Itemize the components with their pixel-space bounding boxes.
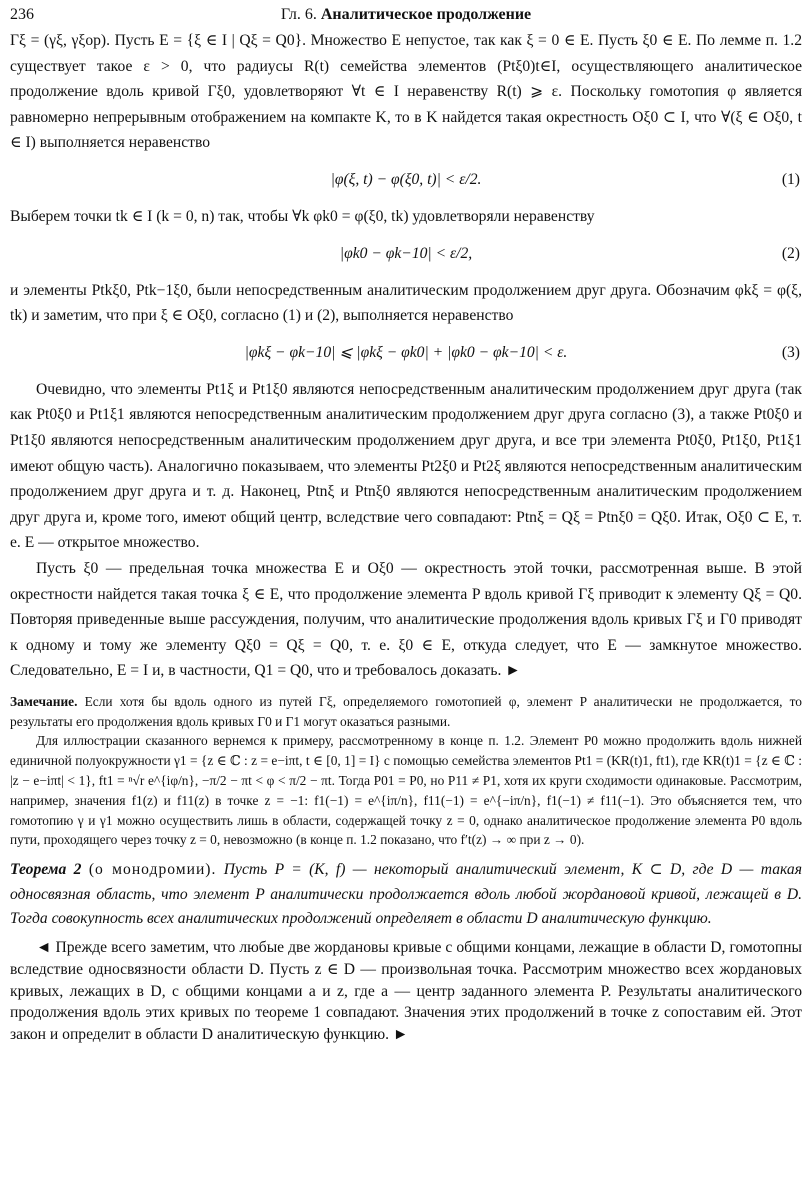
proof-paragraph: ◄ Прежде всего заметим, что любые две жордановы кривые с общими концами, лежащие в области D, гомотопны вследствие односвязности области D. Пусть z ∈ D — произвольная точка. Рассмотрим множество всех жордановых кривых, лежащих в D, с общими концами a и z, где a — центр заданного элемента P. Результаты аналитического продолжения вдоль этих кривых по теореме 1 совпадают. Значения этих продолжений в точке z сопоставим ей. Этот закон и определит в области D аналитическую функцию. ► <box>10 939 802 1043</box>
theorem-text: Пусть P = (K, f) — некоторый аналитический элемент, K ⊂ D, где D — такая односвязная область, что элемент P аналитически продолжается вдоль любой жордановой кривой, лежащей в D. Тогда совокупность всех аналитических продолжений определяет в области D аналитическую функцию. <box>10 861 802 928</box>
remark-block <box>10 692 802 850</box>
proof-continuation <box>10 28 802 684</box>
paragraph-1: Γξ = (γξ, γξop). Пусть E = {ξ ∈ I | Qξ = Q0}. Множество E непустое, так как ξ = 0 ∈ E. Пусть ξ0 ∈ E. По лемме п. 1.2 существует такое ε > 0, что радиусы R(t) семейства элементов (Ptξ0)t∈I, осуществляющего аналитическое продолжение вдоль кривой Γξ0, удовлетворяют ∀t ∈ I неравенству R(t) ⩾ ε. Поскольку гомотопия φ является равномерно непрерывным отображением на компакте K, то в K найдется такая окрестность Oξ0 ⊂ I, что ∀(ξ ∈ Oξ0, t ∈ I) выполняется неравенство <box>10 32 802 152</box>
paragraph-3: и элементы Ptkξ0, Ptk−1ξ0, были непосредственным аналитическим продолжением друг друга. Обозначим φkξ = φ(ξ, tk) и заметим, что при ξ ∈ Oξ0, согласно (1) и (2), выполняется неравенство <box>10 281 802 325</box>
equation-1-number: (1) <box>781 170 800 188</box>
equation-3-body: |φkξ − φk−10| ⩽ |φkξ − φk0| + |φk0 − φk−10| < ε. <box>244 343 568 361</box>
proof-block <box>10 937 802 1045</box>
remark-paragraph-2: Для иллюстрации сказанного вернемся к примеру, рассмотренному в конце п. 1.2. Элемент P0 можно продолжить вдоль нижней единичной полуокружности γ1 = {z ∈ ℂ : z = e−iπt, t ∈ [0, 1] = I} с помощью семейства элементов Pt1 = (KR(t)1, ft1), где KR(t)1 = {z ∈ ℂ : |z − e−iπt| < 1}, ft1 = ⁿ√r e^{iφ/n}, −π/2 − πt < φ < π/2 − πt. Тогда P01 = P0, но P11 ≠ P1, хотя их круги сходимости одинаковые. Рассмотрим, например, значения f1(z) и f11(z) в точке z = −1: f1(−1) = e^{iπ/n}, f11(−1) = e^{−iπ/n}, f1(−1) ≠ f11(−1). Это объясняется тем, что гомотопию γ и γ1 можно осуществить лишь в области, содержащей точку z = 0, однако аналитическое продолжение элемента P0 вдоль пути, проходящего через точку z = 0, невозможно (в конце п. 1.2 показано, что f′t(z) → ∞ при z → 0). <box>10 733 802 848</box>
equation-3-number: (3) <box>781 343 800 361</box>
theorem-label: Теорема 2 <box>10 861 82 879</box>
theorem-name: (о монодромии). <box>88 861 217 879</box>
page <box>10 0 802 1045</box>
equation-2 <box>10 230 802 278</box>
running-title <box>10 6 802 24</box>
remark-paragraph-1 <box>10 692 802 732</box>
theorem-paragraph <box>10 858 802 931</box>
equation-1 <box>10 156 802 204</box>
page-number: 236 <box>10 6 34 23</box>
equation-1-body: |φ(ξ, t) − φ(ξ0, t)| < ε/2. <box>330 170 482 188</box>
paragraph-2: Выберем точки tk ∈ I (k = 0, n) так, чтобы ∀k φk0 = φ(ξ0, tk) удовлетворяли неравенству <box>10 207 595 225</box>
theorem-2 <box>10 858 802 931</box>
paragraph-5: Пусть ξ0 — предельная точка множества E и Oξ0 — окрестность этой точки, рассмотренная выше. В этой окрестности найдется такая точка ξ ∈ E, что продолжение элемента P вдоль кривой Γξ приводит к элементу Qξ = Q0. Повторяя приведенные выше рассуждения, получим, что аналитические продолжения вдоль кривых Γξ и Γ0 приводят к одному и тому же элементу Qξ0 = Qξ = Q0, т. е. ξ0 ∈ E, откуда следует, что E — замкнутое множество. Следовательно, E = I и, в частности, Q1 = Q0, что и требовалось доказать. ► <box>10 559 802 680</box>
remark-text-1: Если хотя бы вдоль одного из путей Γξ, определяемого гомотопией φ, элемент P аналитически не продолжается, то результаты его продолжения вдоль кривых Γ0 и Γ1 могут оказаться разными. <box>10 693 802 729</box>
equation-3 <box>10 329 802 377</box>
remark-label: Замечание. <box>10 693 78 709</box>
paragraph-4: Очевидно, что элементы Pt1ξ и Pt1ξ0 являются непосредственным аналитическим продолжением друг друга (так как Pt0ξ0 и Pt1ξ1 являются непосредственным аналитическим продолжением друг друга согласно (3), а также Pt0ξ0 и Pt1ξ0 являются непосредственным аналитическим продолжением друг друга, и все три элемента Pt0ξ0, Pt1ξ0, Pt1ξ1 имеют общую часть). Аналогично показываем, что элементы Pt2ξ0 и Pt2ξ являются непосредственным аналитическим продолжением друг друга и т. д. Наконец, Ptnξ и Ptnξ0 являются непосредственным аналитическим продолжением друг друга и, кроме того, имеют общий центр, вследствие чего совпадают: Ptnξ = Qξ = Ptnξ0 = Qξ0. Итак, Oξ0 ⊂ E, т. е. E — открытое множество. <box>10 380 802 552</box>
equation-2-body: |φk0 − φk−10| < ε/2, <box>339 244 473 262</box>
page-header <box>10 0 802 28</box>
equation-2-number: (2) <box>781 244 800 262</box>
chapter-number: Гл. 6. <box>280 6 317 23</box>
chapter-title: Аналитическое продолжение <box>320 6 532 23</box>
